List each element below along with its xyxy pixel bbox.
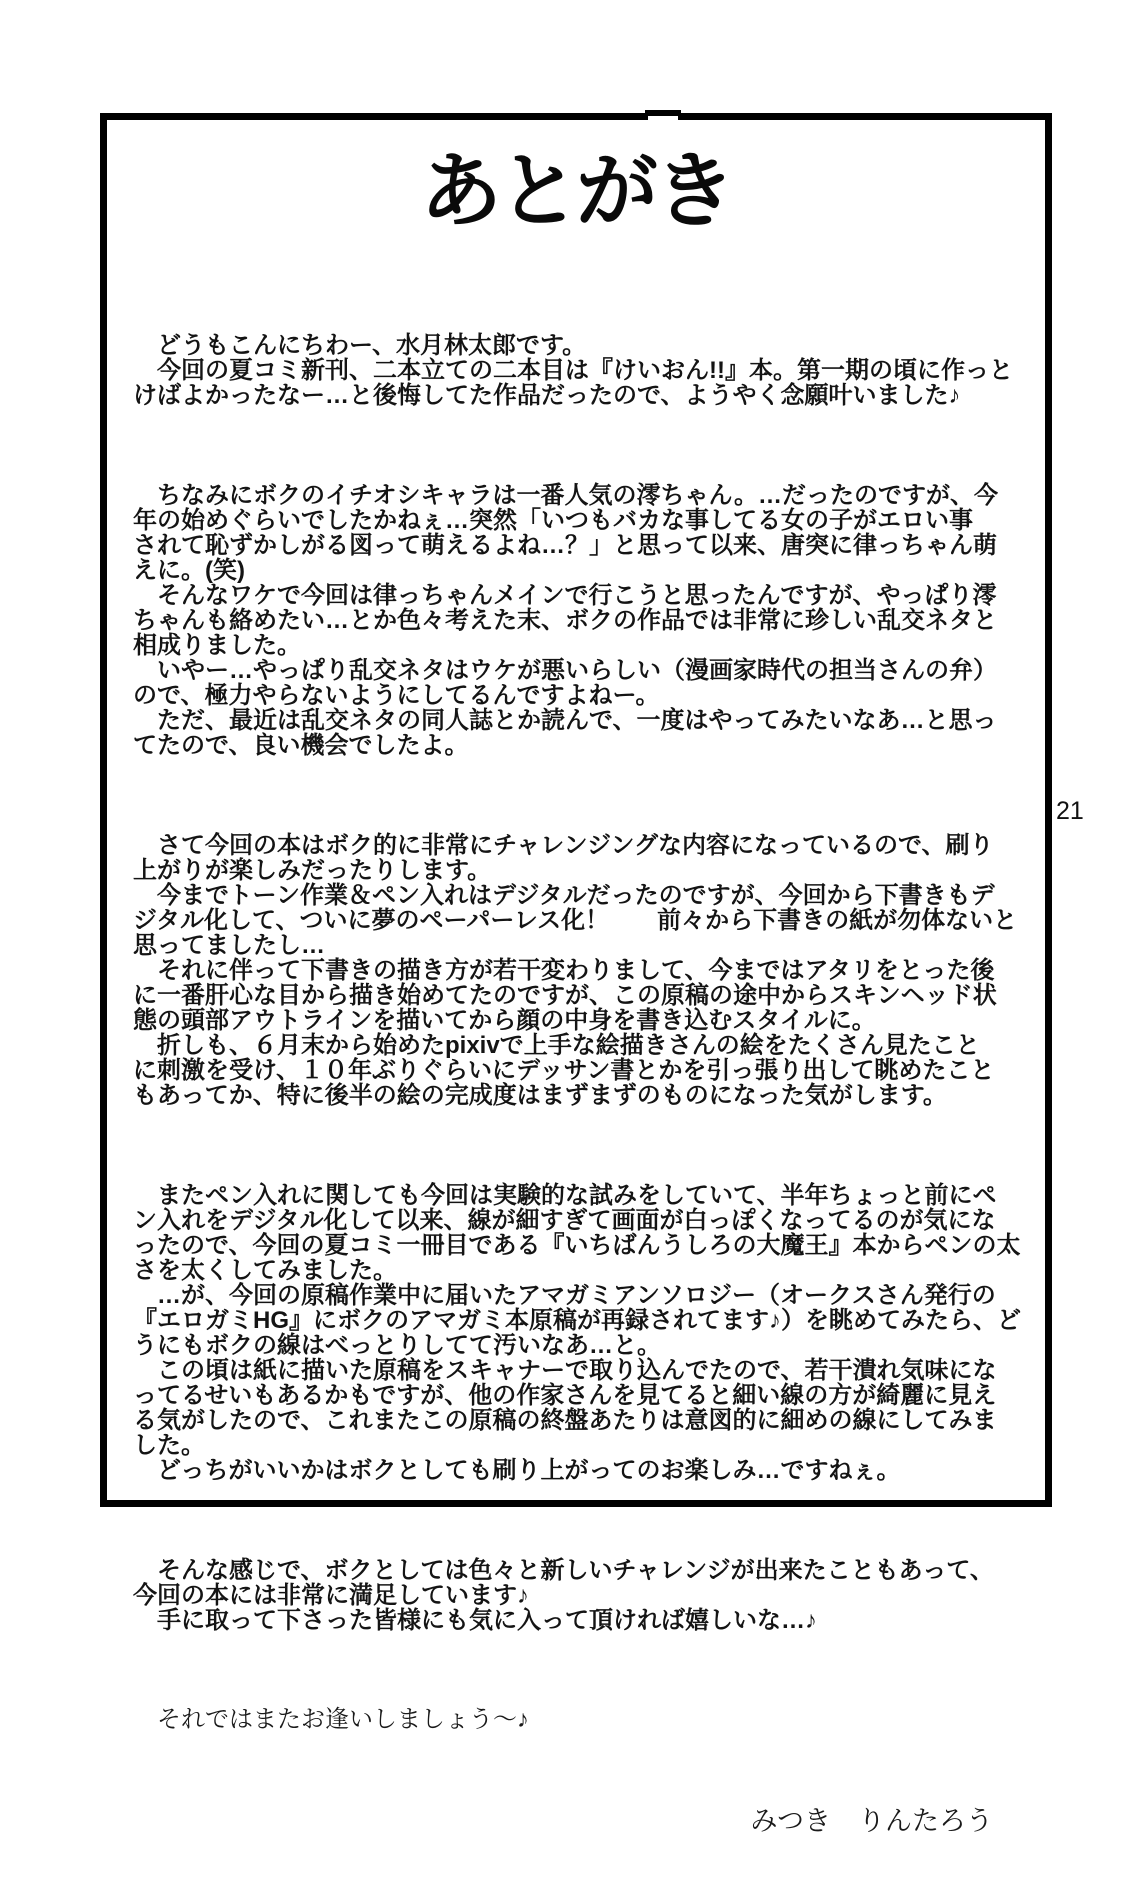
afterword-body (133, 283, 1021, 1884)
closing-line: それではまたお逢いしましょう～♪ (133, 1707, 529, 1734)
afterword-title: あとがき (419, 146, 732, 237)
print-artifact (645, 110, 681, 115)
paragraph-digital-workflow: さて今回の本はボク的に非常にチャレンジングな内容になっているので、刷り 上がりが楽しみだったりします。 今までトーン作業＆ペン入れはデジタルだったのですが、今回から下書きもデ ジタル化して、ついに夢のペーパーレス化！ 前々から下書きの紙が勿体ないと 思ってましたし… それに伴って下書きの描き方が若干変わりまして、今まではアタリをとった後 に一番肝心な目から描き始めてたのですが、この原稿の途中からスキンヘッド状 態の頭部アウトラインを描いてから顔の中身を書き込むスタイルに。 折しも、６月末から始めたpixivで上手な絵描きさんの絵をたくさん見たこと に刺激を受け、１０年ぶりぐらいにデッサン書とかを引っ張り出して眺めたこと もあってか、特に後半の絵の完成度はまずまずのものになった気がします。 (133, 832, 1018, 1110)
paragraph-greeting: どうもこんにちわー、水月林太郎です。 今回の夏コミ新刊、二本立ての二本目は『けいおん!!』本。第一期の頃に作っと けばよかったなー…と後悔してた作品だったので、ようやく念願叶いました♪ (133, 332, 1013, 410)
paragraph-favorite-character: ちなみにボクのイチオシキャラは一番人気の澪ちゃん。…だったのですが、今 年の始めぐらいでしたかねぇ…突然「いつもバカな事してる女の子がエロい事 されて恥ずかしがる図って萌えるよね…？」と思って以来、唐突に律っちゃん萌 えに。(笑) そんなワケで今回は律っちゃんメインで行こうと思ったんですが、やっぱり澪 ちゃんも絡めたい…とか色々考えた末、ボクの作品では非常に珍しい乱交ネタと 相成りました。 いやー…やっぱり乱交ネタはウケが悪いらしい（漫画家時代の担当さんの弁） ので、極力やらないようにしてるんですよねー。 ただ、最近は乱交ネタの同人誌とか読んで、一度はやってみたいなあ…と思っ てたので、良い機会でしたよ。 (133, 482, 998, 760)
page-number: 21 (1056, 797, 1084, 825)
paragraph-inking-experiments: またペン入れに関しても今回は実験的な試みをしていて、半年ちょっと前にペ ン入れをデジタル化して以来、線が細すぎて画面が白っぽくなってるのが気にな ったので、今回の夏コミ一冊目である『いちばんうしろの大魔王』本からペンの太 さを太くしてみました。 …が、今回の原稿作業中に届いたアマガミアンソロジー（オークスさん発行の 『エロガミHG』にボクのアマガミ本原稿が再録されてます♪）を眺めてみたら、ど うにもボクの線はべっとりしてて汚いなあ…と。 この頃は紙に描いた原稿をスキャナーで取り込んでたので、若干潰れ気味にな ってるせいもあるかもですが、他の作家さんを見てると細い線の方が綺麗に見え る気がしたので、これまたこの原稿の終盤あたりは意図的に細めの線にしてみま した。 どっちがいいかはボクとしても刷り上がってのお楽しみ…ですねぇ。 (133, 1182, 1021, 1485)
paragraph-satisfaction: そんな感じで、ボクとしては色々と新しいチャレンジが出来たこともあって、 今回の本には非常に満足しています♪ 手に取って下さった皆様にも気に入って頂ければ嬉しいな…♪ (133, 1557, 994, 1635)
print-artifact-notch (648, 116, 678, 120)
content-frame (100, 113, 1052, 1837)
author-signature: みつき りんたろう (750, 1806, 993, 1837)
